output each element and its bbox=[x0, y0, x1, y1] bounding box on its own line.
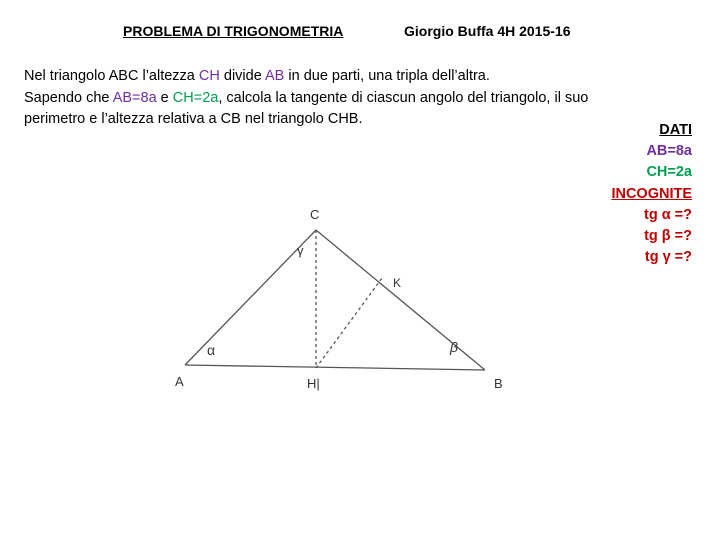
problem-line-3: perimetro e l’altezza relativa a CB nel triangolo CHB. bbox=[24, 111, 363, 127]
page-title: PROBLEMA DI TRIGONOMETRIA bbox=[123, 23, 344, 39]
text: Sapendo che bbox=[24, 89, 113, 106]
text: in due parti, una tripla dell’altra. bbox=[284, 68, 490, 84]
label-h: H| bbox=[307, 376, 320, 391]
text: divide bbox=[219, 68, 266, 84]
side-ab bbox=[185, 365, 485, 370]
incognita-tg-alpha: tg α =? bbox=[644, 206, 692, 223]
label-gamma: γ bbox=[297, 243, 304, 258]
data-box bbox=[611, 120, 692, 268]
triangle-figure bbox=[170, 200, 520, 400]
author-line: Giorgio Buffa 4H 2015-16 bbox=[404, 23, 571, 39]
problem-line-1 bbox=[24, 66, 588, 88]
dato-ch: CH=2a bbox=[646, 164, 692, 181]
incognita-tg-beta: tg β =? bbox=[644, 228, 692, 245]
height-hk bbox=[316, 278, 382, 368]
side-cb bbox=[316, 230, 485, 370]
label-b: B bbox=[494, 376, 503, 391]
problem-statement bbox=[24, 66, 588, 131]
incognite-heading: INCOGNITE bbox=[611, 185, 692, 202]
text: e bbox=[156, 89, 173, 106]
incognita-tg-gamma: tg γ =? bbox=[644, 249, 692, 266]
highlight-ab-value: AB=8a bbox=[112, 89, 157, 106]
highlight-ch-value: CH=2a bbox=[172, 89, 219, 106]
label-alpha: α bbox=[207, 342, 216, 358]
problem-line-2 bbox=[24, 88, 588, 110]
text: , calcola la tangente di ciascun angolo del triangolo, il suo bbox=[218, 89, 589, 106]
label-c: C bbox=[310, 207, 320, 222]
dato-ab: AB=8a bbox=[646, 143, 692, 160]
highlight-ch: CH bbox=[198, 68, 220, 84]
dati-heading: DATI bbox=[659, 122, 692, 138]
label-a: A bbox=[175, 374, 184, 389]
label-k: K bbox=[393, 276, 402, 290]
highlight-ab: AB bbox=[265, 68, 285, 84]
text: Nel triangolo ABC l’altezza bbox=[24, 68, 199, 84]
label-beta: β bbox=[450, 339, 458, 355]
